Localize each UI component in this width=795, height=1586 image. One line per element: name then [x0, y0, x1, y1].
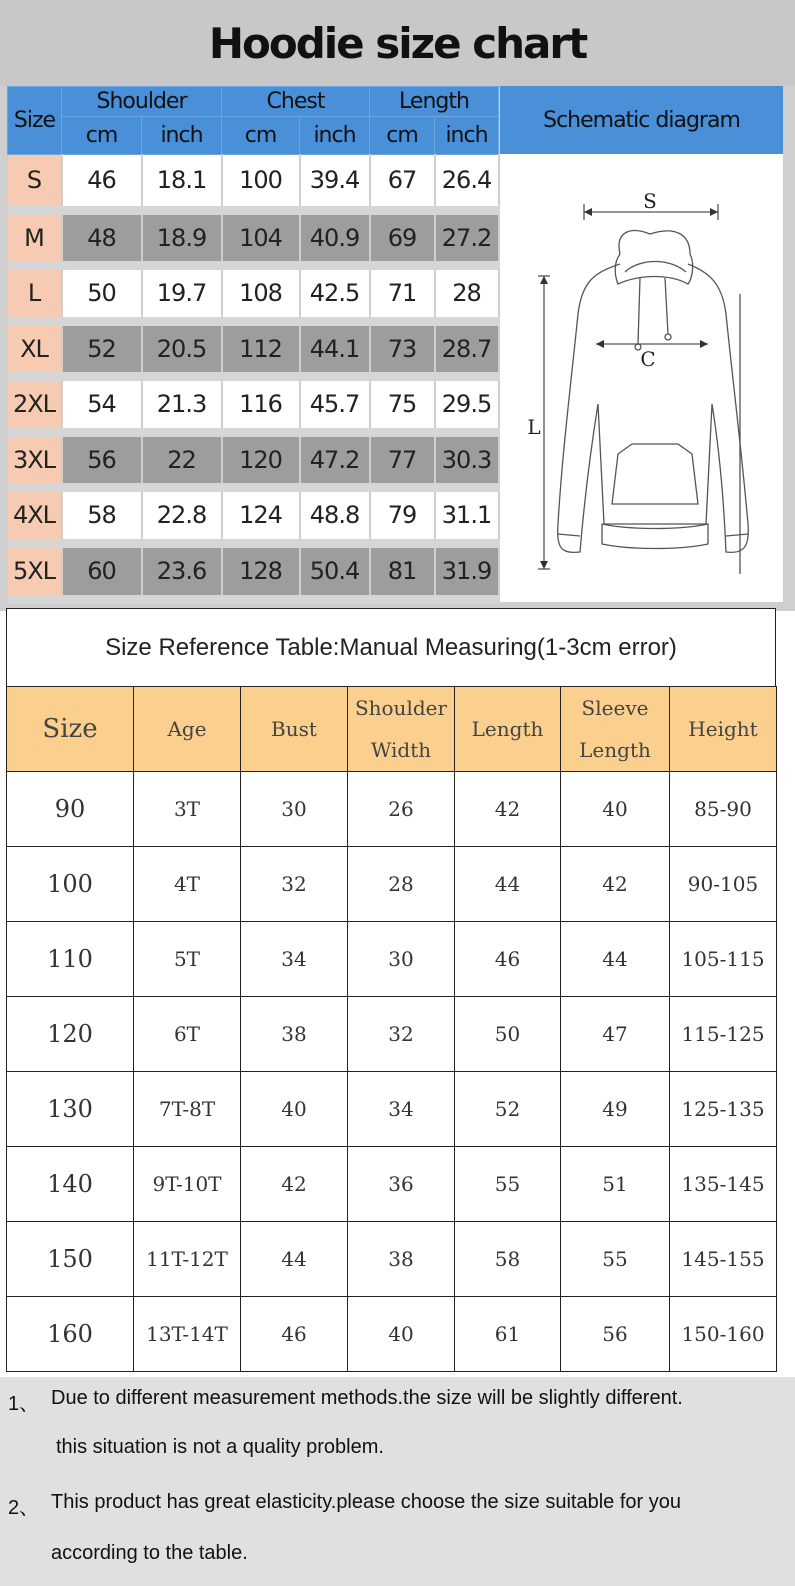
reference-cell: 61: [455, 1297, 561, 1372]
note-1-marker: 1、: [8, 1393, 40, 1415]
reference-cell: 150-160: [670, 1297, 777, 1372]
measurement-cell: 52: [62, 321, 142, 377]
reference-cell: 46: [241, 1297, 348, 1372]
measurement-cell: 77: [370, 432, 435, 488]
reference-cell: 55: [561, 1222, 670, 1297]
reference-table-row: [7, 1222, 777, 1297]
reference-cell: 38: [241, 997, 348, 1072]
schematic-diagram-title: Schematic diagram: [500, 86, 783, 154]
reference-cell: 160: [7, 1297, 134, 1372]
reference-header-cell: Bust: [241, 687, 348, 772]
measurement-cell: 54: [62, 377, 142, 433]
shoulder-label: S: [643, 189, 657, 213]
reference-cell: 34: [348, 1072, 455, 1147]
reference-cell: 135-145: [670, 1147, 777, 1222]
hoodie-table-body: [8, 155, 499, 600]
reference-cell: 44: [561, 922, 670, 997]
hoodie-size-row: [8, 210, 499, 266]
measurement-cell: 79: [370, 488, 435, 544]
measurement-cell: 81: [370, 543, 435, 599]
reference-cell: 55: [455, 1147, 561, 1222]
measurement-cell: 58: [62, 488, 142, 544]
reference-header-cell: Shoulder Width: [348, 687, 455, 772]
reference-cell: 100: [7, 847, 134, 922]
unit-header: inch: [435, 117, 499, 155]
reference-cell: 7T-8T: [134, 1072, 241, 1147]
reference-cell: 3T: [134, 772, 241, 847]
reference-table-row: [7, 1297, 777, 1372]
measurement-cell: 31.1: [435, 488, 499, 544]
measurement-cell: 47.2: [300, 432, 370, 488]
measurement-cell: 23.6: [142, 543, 222, 599]
reference-cell: 30: [348, 922, 455, 997]
reference-cell: 38: [348, 1222, 455, 1297]
measurement-cell: 108: [222, 266, 300, 322]
note-2-text: This product has great elasticity.please choose the size suitable for you: [51, 1491, 681, 1513]
measurement-cell: 40.9: [300, 210, 370, 266]
hoodie-size-row: [8, 543, 499, 599]
size-label-cell: 5XL: [8, 543, 62, 599]
reference-table-row: [7, 922, 777, 997]
reference-cell: 5T: [134, 922, 241, 997]
hoodie-size-row: [8, 432, 499, 488]
measurement-cell: 56: [62, 432, 142, 488]
reference-table-row: [7, 997, 777, 1072]
note-1-text: Due to different measurement methods.the size will be slightly different.: [51, 1387, 683, 1409]
measurement-cell: 29.5: [435, 377, 499, 433]
measurement-cell: 26.4: [435, 155, 499, 211]
measurement-cell: 73: [370, 321, 435, 377]
reference-cell: 9T-10T: [134, 1147, 241, 1222]
reference-cell: 47: [561, 997, 670, 1072]
length-group-header: Length: [370, 87, 499, 117]
hoodie-size-chart: [0, 0, 795, 611]
reference-cell: 34: [241, 922, 348, 997]
measurement-cell: 20.5: [142, 321, 222, 377]
reference-cell: 36: [348, 1147, 455, 1222]
reference-cell: 42: [561, 847, 670, 922]
measurement-cell: 39.4: [300, 155, 370, 211]
measurement-cell: 104: [222, 210, 300, 266]
reference-cell: 120: [7, 997, 134, 1072]
reference-cell: 56: [561, 1297, 670, 1372]
reference-header-cell: Age: [134, 687, 241, 772]
size-label-cell: S: [8, 155, 62, 211]
reference-cell: 85-90: [670, 772, 777, 847]
reference-cell: 105-115: [670, 922, 777, 997]
reference-cell: 140: [7, 1147, 134, 1222]
measurement-cell: 31.9: [435, 543, 499, 599]
reference-cell: 150: [7, 1222, 134, 1297]
measurement-cell: 120: [222, 432, 300, 488]
measurement-cell: 18.1: [142, 155, 222, 211]
measurement-cell: 100: [222, 155, 300, 211]
reference-cell: 50: [455, 997, 561, 1072]
unit-header: cm: [222, 117, 300, 155]
reference-cell: 58: [455, 1222, 561, 1297]
reference-cell: 44: [241, 1222, 348, 1297]
reference-header-cell: Length: [455, 687, 561, 772]
reference-cell: 40: [241, 1072, 348, 1147]
shoulder-group-header: Shoulder: [62, 87, 222, 117]
size-label-cell: 4XL: [8, 488, 62, 544]
measurement-cell: 48: [62, 210, 142, 266]
measurement-cell: 30.3: [435, 432, 499, 488]
hoodie-schematic-illustration: [500, 154, 783, 602]
measurement-cell: 18.9: [142, 210, 222, 266]
measurement-cell: 48.8: [300, 488, 370, 544]
reference-cell: 145-155: [670, 1222, 777, 1297]
reference-cell: 46: [455, 922, 561, 997]
reference-cell: 90-105: [670, 847, 777, 922]
reference-cell: 90: [7, 772, 134, 847]
measurement-cell: 75: [370, 377, 435, 433]
measurement-cell: 71: [370, 266, 435, 322]
reference-cell: 4T: [134, 847, 241, 922]
measurement-cell: 116: [222, 377, 300, 433]
reference-header-cell: Sleeve Length: [561, 687, 670, 772]
unit-header: inch: [142, 117, 222, 155]
reference-cell: 28: [348, 847, 455, 922]
chest-label: C: [640, 347, 656, 371]
measurement-cell: 67: [370, 155, 435, 211]
size-label-cell: 2XL: [8, 377, 62, 433]
size-reference-section: [6, 608, 776, 1372]
measurement-cell: 69: [370, 210, 435, 266]
measurement-cell: 19.7: [142, 266, 222, 322]
reference-table-row: [7, 772, 777, 847]
measurement-cell: 128: [222, 543, 300, 599]
chest-group-header: Chest: [222, 87, 370, 117]
reference-table-row: [7, 847, 777, 922]
length-label: L: [527, 415, 541, 439]
hoodie-size-row: [8, 377, 499, 433]
measurement-cell: 124: [222, 488, 300, 544]
reference-cell: 52: [455, 1072, 561, 1147]
size-reference-table: [6, 686, 777, 1372]
measurement-cell: 42.5: [300, 266, 370, 322]
reference-cell: 26: [348, 772, 455, 847]
reference-cell: 42: [455, 772, 561, 847]
measurement-cell: 50.4: [300, 543, 370, 599]
schematic-diagram: [500, 154, 783, 602]
measurement-cell: 21.3: [142, 377, 222, 433]
reference-table-row: [7, 1072, 777, 1147]
reference-cell: 30: [241, 772, 348, 847]
reference-cell: 32: [348, 997, 455, 1072]
measurement-cell: 44.1: [300, 321, 370, 377]
measurement-cell: 28: [435, 266, 499, 322]
reference-table-row: [7, 1147, 777, 1222]
reference-cell: 32: [241, 847, 348, 922]
reference-cell: 13T-14T: [134, 1297, 241, 1372]
note-2-marker: 2、: [8, 1497, 40, 1519]
reference-table-title: Size Reference Table:Manual Measuring(1-3cm error): [6, 608, 776, 686]
hoodie-size-row: [8, 266, 499, 322]
hoodie-size-row: [8, 321, 499, 377]
reference-cell: 51: [561, 1147, 670, 1222]
note-2-continuation: according to the table.: [51, 1542, 248, 1564]
unit-header: inch: [300, 117, 370, 155]
reference-cell: 42: [241, 1147, 348, 1222]
size-label-cell: 3XL: [8, 432, 62, 488]
size-column-header: Size: [8, 87, 62, 155]
measurement-cell: 22.8: [142, 488, 222, 544]
measurement-cell: 46: [62, 155, 142, 211]
unit-header: cm: [370, 117, 435, 155]
hoodie-size-row: [8, 488, 499, 544]
reference-cell: 130: [7, 1072, 134, 1147]
reference-cell: 44: [455, 847, 561, 922]
measurement-cell: 22: [142, 432, 222, 488]
reference-cell: 115-125: [670, 997, 777, 1072]
measurement-cell: 112: [222, 321, 300, 377]
unit-header: cm: [62, 117, 142, 155]
hoodie-size-table: [7, 86, 500, 604]
measurement-cell: 45.7: [300, 377, 370, 433]
reference-cell: 125-135: [670, 1072, 777, 1147]
reference-cell: 11T-12T: [134, 1222, 241, 1297]
reference-cell: 6T: [134, 997, 241, 1072]
reference-table-body: [7, 772, 777, 1372]
measurement-cell: 50: [62, 266, 142, 322]
hoodie-size-row: [8, 155, 499, 211]
reference-cell: 110: [7, 922, 134, 997]
reference-cell: 40: [561, 772, 670, 847]
note-1-continuation: this situation is not a quality problem.: [56, 1436, 384, 1458]
measurement-cell: 28.7: [435, 321, 499, 377]
measurement-cell: 27.2: [435, 210, 499, 266]
hoodie-chart-title: Hoodie size chart: [0, 0, 795, 86]
reference-cell: 40: [348, 1297, 455, 1372]
notes-section: [0, 1377, 795, 1586]
size-label-cell: M: [8, 210, 62, 266]
reference-header-cell: Size: [7, 687, 134, 772]
size-label-cell: XL: [8, 321, 62, 377]
size-label-cell: L: [8, 266, 62, 322]
reference-header-row: [7, 687, 777, 772]
reference-header-cell: Height: [670, 687, 777, 772]
reference-cell: 49: [561, 1072, 670, 1147]
measurement-cell: 60: [62, 543, 142, 599]
